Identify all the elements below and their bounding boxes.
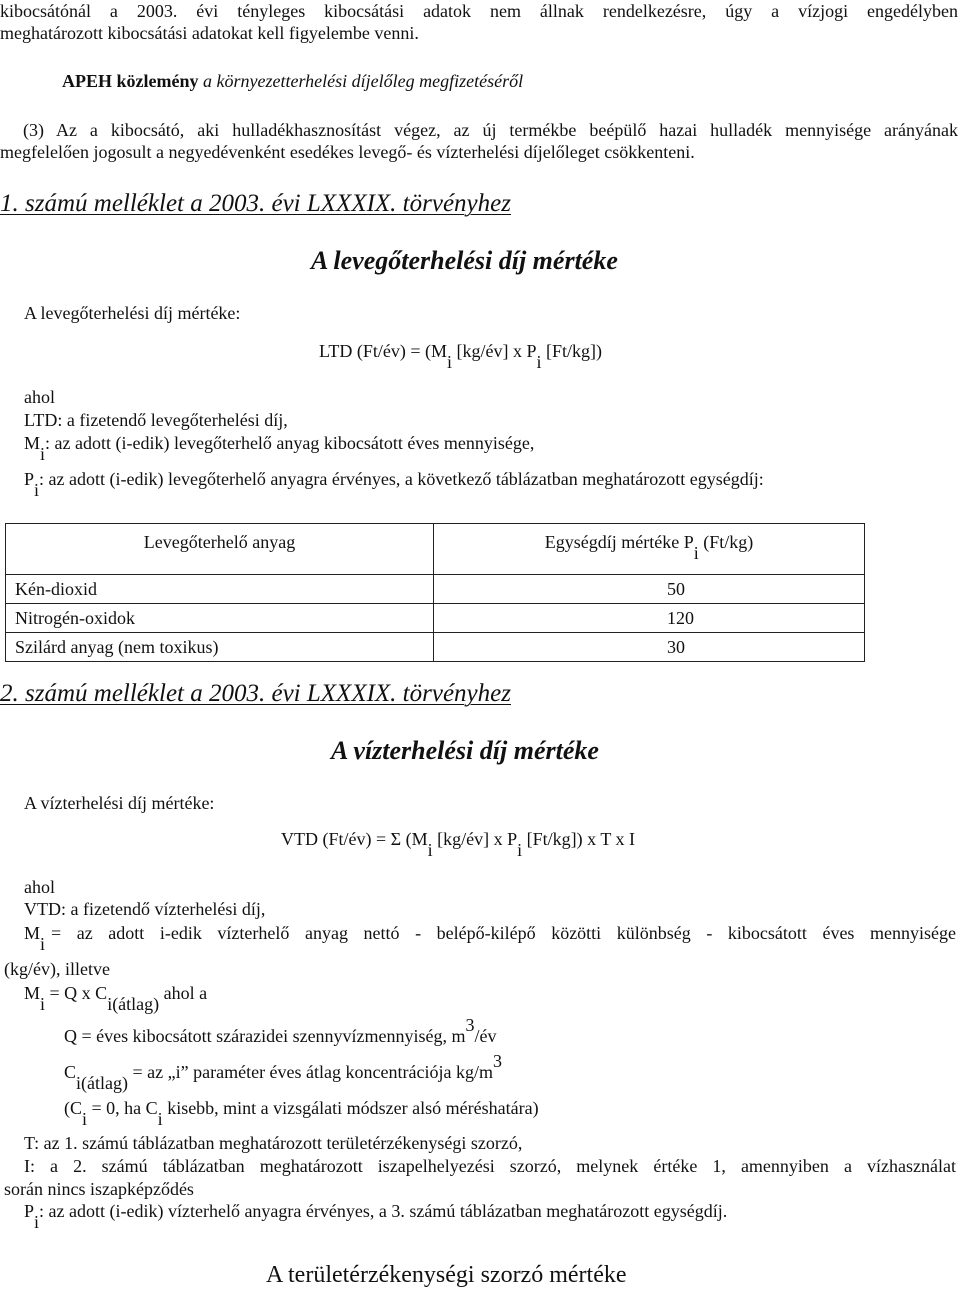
table-cell-substance: Szilárd anyag (nem toxikus) (6, 633, 434, 662)
subscript-i: i (536, 352, 542, 372)
annex2-ahol: ahol (24, 877, 55, 897)
table-row (6, 604, 865, 633)
footer-heading: A területérzékenységi szorzó mértéke (266, 1262, 627, 1288)
subscript-i: i (40, 934, 46, 954)
table-header-substance: Levegőterhelő anyag (6, 524, 434, 575)
subscript-i-average: i(átlag) (107, 994, 160, 1014)
annex2-formula: VTD (Ft/év) = Σ (Mi [kg/év] x Pi [Ft/kg]) x T x I (281, 829, 635, 860)
subscript-i: i (40, 994, 46, 1014)
fee-table (5, 523, 865, 662)
subscript-i: i (517, 840, 523, 860)
annex2-i-def-line-2: során nincs iszapképződés (4, 1179, 194, 1199)
subscript-i: i (34, 1212, 40, 1232)
subscript-i: i (40, 444, 46, 464)
table-header-fee: Egységdíj mértéke Pi (Ft/kg) (434, 524, 865, 575)
table-cell-substance: Nitrogén-oxidok (6, 604, 434, 633)
superscript-3: 3 (492, 1051, 502, 1071)
annex1-subheading: A levegőterhelési díj mértéke (311, 246, 618, 275)
annex2-t-def: T: az 1. számú táblázatban meghatározott területérzékenységi szorzó, (24, 1133, 523, 1153)
annex2-c-zero: (Ci = 0, ha Ci kisebb, mint a vizsgálati módszer alsó méréshatára) (64, 1098, 539, 1129)
annex1-def-pi: Pi: az adott (i-edik) levegőterhelő anyagra érvényes, a következő táblázatban meghatározott egységdíj: (24, 469, 764, 500)
annex2-label: A vízterhelési díj mértéke: (24, 793, 215, 813)
annex1-ahol: ahol (24, 387, 55, 407)
apeh-para-line-2: megfelelően jogosult a negyedévenként esedékes levegő- és vízterhelési díjelőleget csökkenteni. (0, 142, 695, 162)
intro-line-1: kibocsátónál a 2003. évi tényleges kibocsátási adatok nem állnak rendelkezésre, úgy a vízjogi engedélyben (0, 1, 958, 21)
table-cell-fee: 30 (434, 633, 865, 662)
subscript-i-average: i(átlag) (76, 1073, 128, 1093)
annex1-def-ltd: LTD: a fizetendő levegőterhelési díj, (24, 410, 288, 430)
annex1-formula: LTD (Ft/év) = (Mi [kg/év] x Pi [Ft/kg]) (319, 341, 603, 372)
table-cell-substance: Kén-dioxid (6, 575, 434, 604)
table-header-row (6, 524, 865, 575)
subscript-i: i (82, 1109, 88, 1129)
intro-line-2: meghatározott kibocsátási adatokat kell figyelembe venni. (0, 23, 419, 43)
table-row (6, 575, 865, 604)
table-cell-fee: 120 (434, 604, 865, 633)
annex2-c-def: Ci(átlag) = az „i” paraméter éves átlag koncentrációja kg/m3 (64, 1051, 502, 1093)
annex1-label: A levegőterhelési díj mértéke: (24, 303, 241, 323)
annex2-def-vtd: VTD: a fizetendő vízterhelési díj, (24, 899, 266, 919)
table-row (6, 633, 865, 662)
annex2-heading: 2. számú melléklet a 2003. évi LXXXIX. törvényhez (0, 680, 511, 707)
table-cell-fee: 50 (434, 575, 865, 604)
annex2-q-def: Q = éves kibocsátott szárazidei szennyvízmennyiség, m3/év (64, 1015, 497, 1046)
subscript-i: i (693, 543, 699, 563)
annex2-subheading: A vízterhelési díj mértéke (331, 736, 599, 765)
subscript-i: i (427, 840, 433, 860)
annex2-def-mi: M i = az adott i-edik vízterhelő anyag nettó - belépő-kilépő közötti különbség - kibocsátott éves mennyisége (24, 923, 956, 954)
annex2-i-def-line-1: I: a 2. számú táblázatban meghatározott iszapelhelyezési szorzó, melynek értéke 1, amennyiben a vízhasználat (24, 1156, 956, 1176)
apeh-title-italic: a környezetterhelési díjelőleg megfizetéséről (203, 71, 524, 91)
annex2-def-mi-cont: (kg/év), illetve (4, 959, 110, 979)
subscript-i: i (446, 352, 452, 372)
subscript-i: i (34, 480, 40, 500)
superscript-3: 3 (465, 1015, 475, 1035)
annex2-pi-def: Pi: az adott (i-edik) vízterhelő anyagra érvényes, a 3. számú táblázatban meghatározott egységdíj. (24, 1201, 728, 1232)
apeh-title (62, 70, 523, 92)
annex2-mi-equation: Mi = Q x Ci(átlag) ahol a (24, 983, 208, 1014)
apeh-para-line-1: (3) Az a kibocsátó, aki hulladékhasznosítást végez, az új termékbe beépülő hazai hulladék mennyisége arányának (23, 120, 958, 140)
annex1-def-mi: Mi: az adott (i-edik) levegőterhelő anyag kibocsátott éves mennyisége, (24, 433, 535, 464)
annex1-heading: 1. számú melléklet a 2003. évi LXXXIX. törvényhez (0, 190, 511, 217)
apeh-title-bold: APEH közlemény (62, 71, 199, 91)
subscript-i: i (157, 1109, 163, 1129)
